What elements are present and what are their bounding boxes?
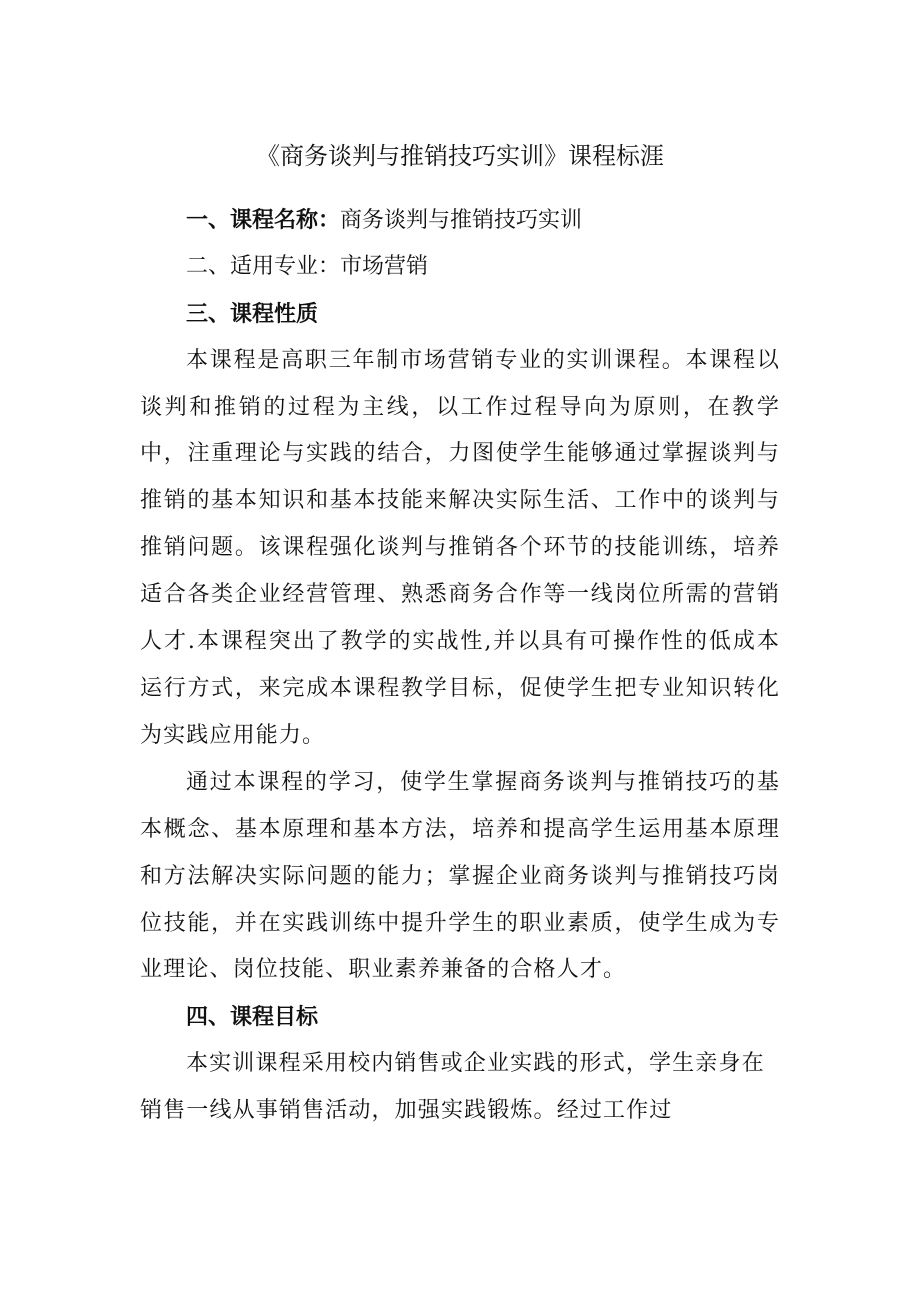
document-title: 《商务谈判与推销技巧实训》课程标涯 xyxy=(256,142,664,170)
goals-heading: 四、课程目标 xyxy=(186,1004,319,1031)
nature-heading: 三、课程性质 xyxy=(186,300,319,327)
nature-paragraph-2: 通过本课程的学习，使学生掌握商务谈判与推销技巧的基本概念、基本原理和基本方法，培养和提高学生运用基本原理和方法解决实际问题的能力；掌握企业商务谈判与推销技巧岗位技能，并在实践训练中提升学生的职业素质，使学生成为专业理论、岗位技能、职业素养兼备的合格人才。 xyxy=(140,769,780,983)
document-body xyxy=(140,197,780,1135)
major-label: 二、适用专业： xyxy=(186,253,341,279)
goals-paragraph: 本实训课程采用校内销售或企业实践的形式，学生亲身在销售一线从事销售活动，加强实践锻炼。经过工作过 xyxy=(140,1051,765,1124)
major-line xyxy=(140,244,780,291)
course-name-line xyxy=(140,197,780,244)
nature-paragraph-1: 本课程是高职三年制市场营销专业的实训课程。本课程以谈判和推销的过程为主线，以工作过程导向为原则，在教学中，注重理论与实践的结合，力图使学生能够通过掌握谈判与推销的基本知识和基本技能来解决实际生活、工作中的谈判与推销问题。该课程强化谈判与推销各个环节的技能训练，培养适合各类企业经营管理、熟悉商务合作等一线岗位所需的营销人才.本课程突出了教学的实战性,并以具有可操作性的低成本运行方式，来完成本课程教学目标，促使学生把专业知识转化为实践应用能力。 xyxy=(140,347,780,748)
major-value: 市场营销 xyxy=(340,253,429,279)
course-name-value: 商务谈判与推销技巧实训 xyxy=(340,208,583,233)
course-name-label: 一、课程名称： xyxy=(186,207,341,233)
